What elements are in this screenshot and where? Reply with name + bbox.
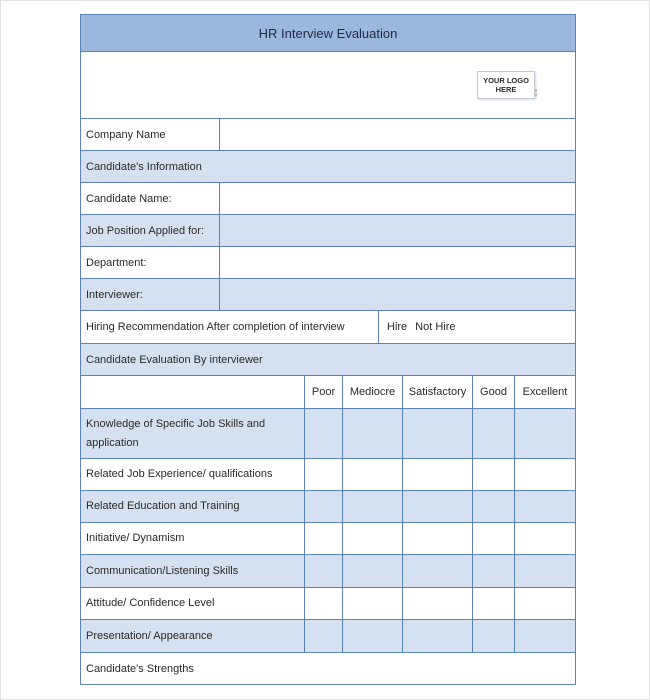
criteria-row: [81, 620, 575, 653]
candidate-info-row: [81, 151, 575, 183]
criteria-label: Communication/Listening Skills: [81, 555, 305, 587]
rating-cell-mediocre[interactable]: [343, 620, 403, 652]
rating-cell-excellent[interactable]: [515, 620, 575, 652]
logo-placeholder: [477, 71, 538, 99]
not-hire-option[interactable]: Not Hire: [415, 321, 456, 333]
rating-cell-good[interactable]: [473, 491, 515, 522]
hiring-label: Hiring Recommendation After completion of interview: [81, 311, 379, 343]
rating-cell-excellent[interactable]: [515, 459, 575, 490]
company-row: [81, 119, 575, 151]
criteria-label: Initiative/ Dynamism: [81, 523, 305, 554]
rating-cell-mediocre[interactable]: [343, 491, 403, 522]
rating-header-row: [81, 376, 575, 409]
company-label: Company Name: [81, 119, 220, 150]
interviewer-row: [81, 279, 575, 311]
rating-cell-good[interactable]: [473, 620, 515, 652]
interviewer-label: Interviewer:: [81, 279, 220, 310]
company-field[interactable]: [220, 119, 575, 150]
candidate-name-field[interactable]: [220, 183, 575, 214]
evaluation-label: Candidate Evaluation By interviewer: [86, 353, 263, 366]
logo-line-2: HERE: [495, 85, 517, 94]
hiring-row: [81, 311, 575, 344]
department-field[interactable]: [220, 247, 575, 278]
criteria-row: [81, 523, 575, 555]
rating-cell-poor[interactable]: [305, 523, 343, 554]
rating-header-satisfactory: Satisfactory: [403, 376, 473, 408]
rating-cell-excellent[interactable]: [515, 555, 575, 587]
rating-cell-satisfactory[interactable]: [403, 409, 473, 458]
department-row: [81, 247, 575, 279]
criteria-row: [81, 555, 575, 588]
rating-cell-satisfactory[interactable]: [403, 588, 473, 619]
hire-option[interactable]: Hire: [387, 321, 408, 333]
candidate-name-label: Candidate Name:: [81, 183, 220, 214]
form-title: HR Interview Evaluation: [81, 15, 575, 52]
rating-cell-satisfactory[interactable]: [403, 491, 473, 522]
rating-cell-good[interactable]: [473, 459, 515, 490]
logo-cursor-mark: ¦: [535, 88, 538, 97]
logo-area: [81, 52, 575, 119]
candidate-name-row: [81, 183, 575, 215]
rating-header-mediocre: Mediocre: [343, 376, 403, 408]
logo-line-1: YOUR LOGO: [483, 76, 529, 85]
criteria-header: [81, 376, 305, 408]
rating-cell-mediocre[interactable]: [343, 459, 403, 490]
hiring-options: [379, 311, 575, 343]
rating-header-poor: Poor: [305, 376, 343, 408]
criteria-label: Knowledge of Specific Job Skills and application: [81, 409, 305, 458]
criteria-row: [81, 459, 575, 491]
candidate-info-label: Candidate's Information: [86, 160, 202, 173]
rating-cell-poor[interactable]: [305, 409, 343, 458]
job-position-row: [81, 215, 575, 247]
rating-cell-good[interactable]: [473, 523, 515, 554]
interview-form: [80, 14, 576, 685]
rating-cell-poor[interactable]: [305, 491, 343, 522]
strengths-row: [81, 653, 575, 685]
criteria-label: Attitude/ Confidence Level: [81, 588, 305, 619]
job-position-field[interactable]: [220, 215, 575, 246]
department-label: Department:: [81, 247, 220, 278]
rating-cell-satisfactory[interactable]: [403, 555, 473, 587]
rating-cell-excellent[interactable]: [515, 491, 575, 522]
interviewer-field[interactable]: [220, 279, 575, 310]
criteria-label: Presentation/ Appearance: [81, 620, 305, 652]
rating-cell-excellent[interactable]: [515, 588, 575, 619]
rating-header-excellent: Excellent: [522, 386, 568, 398]
rating-cell-mediocre[interactable]: [343, 523, 403, 554]
rating-cell-poor[interactable]: [305, 459, 343, 490]
rating-cell-satisfactory[interactable]: [403, 523, 473, 554]
rating-cell-excellent[interactable]: [515, 409, 575, 458]
criteria-label: Related Education and Training: [81, 491, 305, 522]
evaluation-header-row: [81, 344, 575, 376]
rating-header-good: Good: [473, 376, 515, 408]
rating-cell-mediocre[interactable]: [343, 409, 403, 458]
rating-cell-good[interactable]: [473, 555, 515, 587]
rating-cell-good[interactable]: [473, 409, 515, 458]
job-position-label: Job Position Applied for:: [81, 215, 220, 246]
rating-cell-poor[interactable]: [305, 588, 343, 619]
rating-cell-poor[interactable]: [305, 555, 343, 587]
rating-cell-poor[interactable]: [305, 620, 343, 652]
criteria-label: Related Job Experience/ qualifications: [81, 459, 305, 490]
rating-cell-excellent[interactable]: [515, 523, 575, 554]
strengths-label: Candidate's Strengths: [86, 662, 194, 675]
rating-cell-good[interactable]: [473, 588, 515, 619]
rating-cell-satisfactory[interactable]: [403, 620, 473, 652]
criteria-row: [81, 588, 575, 620]
rating-cell-mediocre[interactable]: [343, 555, 403, 587]
rating-cell-mediocre[interactable]: [343, 588, 403, 619]
rating-cell-satisfactory[interactable]: [403, 459, 473, 490]
criteria-row: [81, 409, 575, 459]
criteria-row: [81, 491, 575, 523]
